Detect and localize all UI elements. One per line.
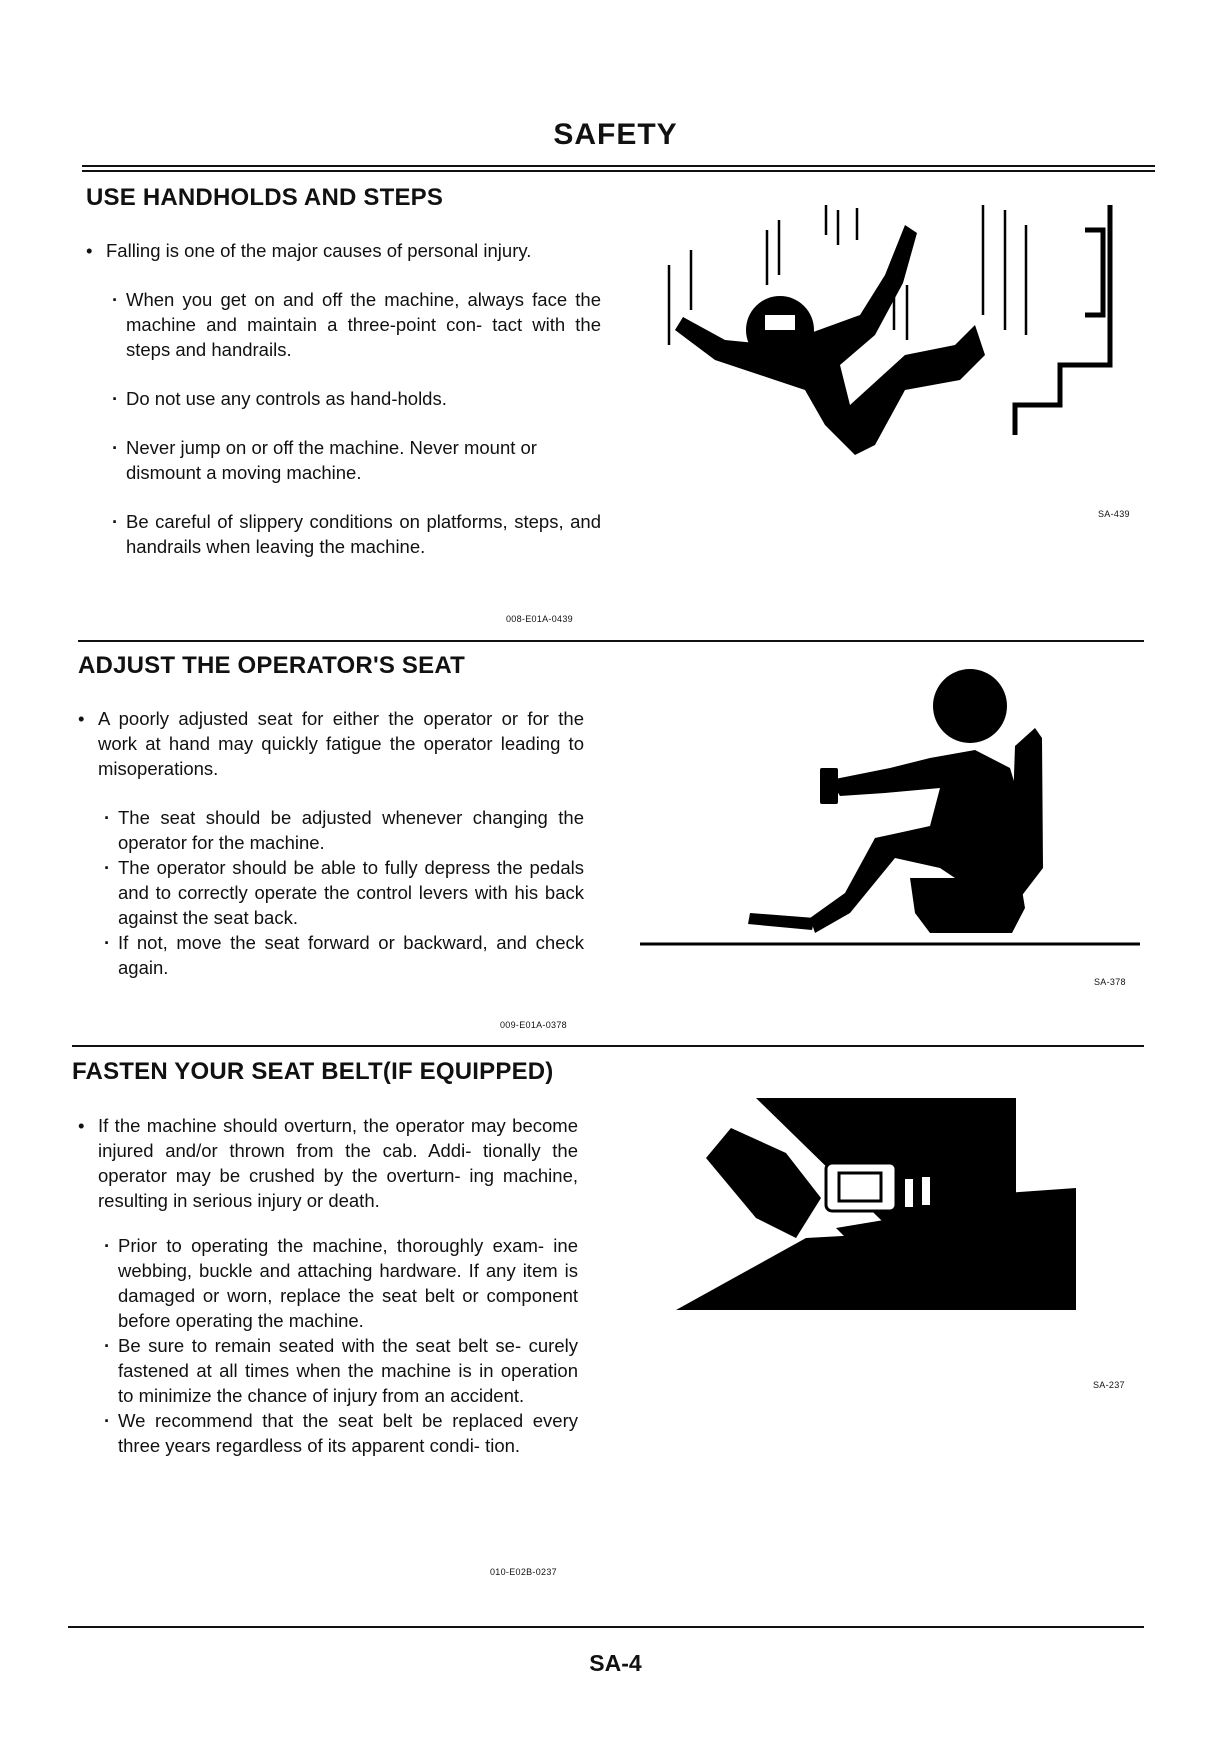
title-rule-bottom xyxy=(82,170,1155,172)
section-divider xyxy=(78,640,1144,642)
list-item: · The seat should be adjusted whenever changing the operator for the machine. xyxy=(100,805,584,855)
list-item: · Do not use any controls as hand-holds. xyxy=(108,386,601,411)
section-heading-seat: ADJUST THE OPERATOR'S SEAT xyxy=(78,652,465,679)
seat-belt-buckle-icon xyxy=(676,1098,1076,1318)
section-divider xyxy=(72,1045,1144,1047)
list-item: · Never jump on or off the machine. Never mount or dismount a moving machine. xyxy=(108,435,601,485)
footer-rule xyxy=(68,1626,1144,1628)
section-code: 010-E02B-0237 xyxy=(490,1567,557,1577)
figure-label: SA-439 xyxy=(1098,509,1130,519)
falling-worker-icon xyxy=(655,205,1125,475)
list-item: · The operator should be able to fully depress the pedals and to correctly operate the control levers with his back against the seat back. xyxy=(100,855,584,930)
section-heading-seat-belt: FASTEN YOUR SEAT BELT(IF EQUIPPED) xyxy=(72,1058,554,1085)
list-item: · When you get on and off the machine, always face the machine and maintain a three-point con- tact with the steps and handrails. xyxy=(108,287,601,362)
section-seat-body xyxy=(78,706,584,980)
lead-bullet: • A poorly adjusted seat for either the operator or for the work at hand may quickly fatigue the operator leading to misoperations. xyxy=(78,706,584,781)
figure-label: SA-237 xyxy=(1093,1380,1125,1390)
lead-bullet: • Falling is one of the major causes of personal injury. xyxy=(86,238,601,263)
lead-bullet: • If the machine should overturn, the operator may become injured and/or thrown from the cab. Addi- tionally the operator may be crushed by the overturn- ing machine, resulting in serious injury or death. xyxy=(78,1113,578,1213)
list-item: · If not, move the seat forward or backward, and check again. xyxy=(100,930,584,980)
figure-label: SA-378 xyxy=(1094,977,1126,987)
section-seat-belt-body xyxy=(78,1113,578,1458)
list-item: · Prior to operating the machine, thoroughly exam- ine webbing, buckle and attaching hardware. If any item is damaged or worn, replace the seat belt or component before operating the machine. xyxy=(100,1233,578,1333)
section-handholds-body xyxy=(86,238,601,559)
section-heading-handholds: USE HANDHOLDS AND STEPS xyxy=(86,184,444,211)
title-rule-top xyxy=(82,165,1155,167)
list-item: · Be sure to remain seated with the seat belt se- curely fastened at all times when the machine is in operation to minimize the chance of injury from an accident. xyxy=(100,1333,578,1408)
section-code: 009-E01A-0378 xyxy=(500,1020,567,1030)
section-code: 008-E01A-0439 xyxy=(506,614,573,624)
list-item: · We recommend that the seat belt be replaced every three years regardless of its apparent condi- tion. xyxy=(100,1408,578,1458)
seated-operator-icon xyxy=(640,668,1140,953)
list-item: · Be careful of slippery conditions on platforms, steps, and handrails when leaving the machine. xyxy=(108,509,601,559)
page-number: SA-4 xyxy=(589,1650,642,1676)
page-title: SAFETY xyxy=(553,118,678,151)
